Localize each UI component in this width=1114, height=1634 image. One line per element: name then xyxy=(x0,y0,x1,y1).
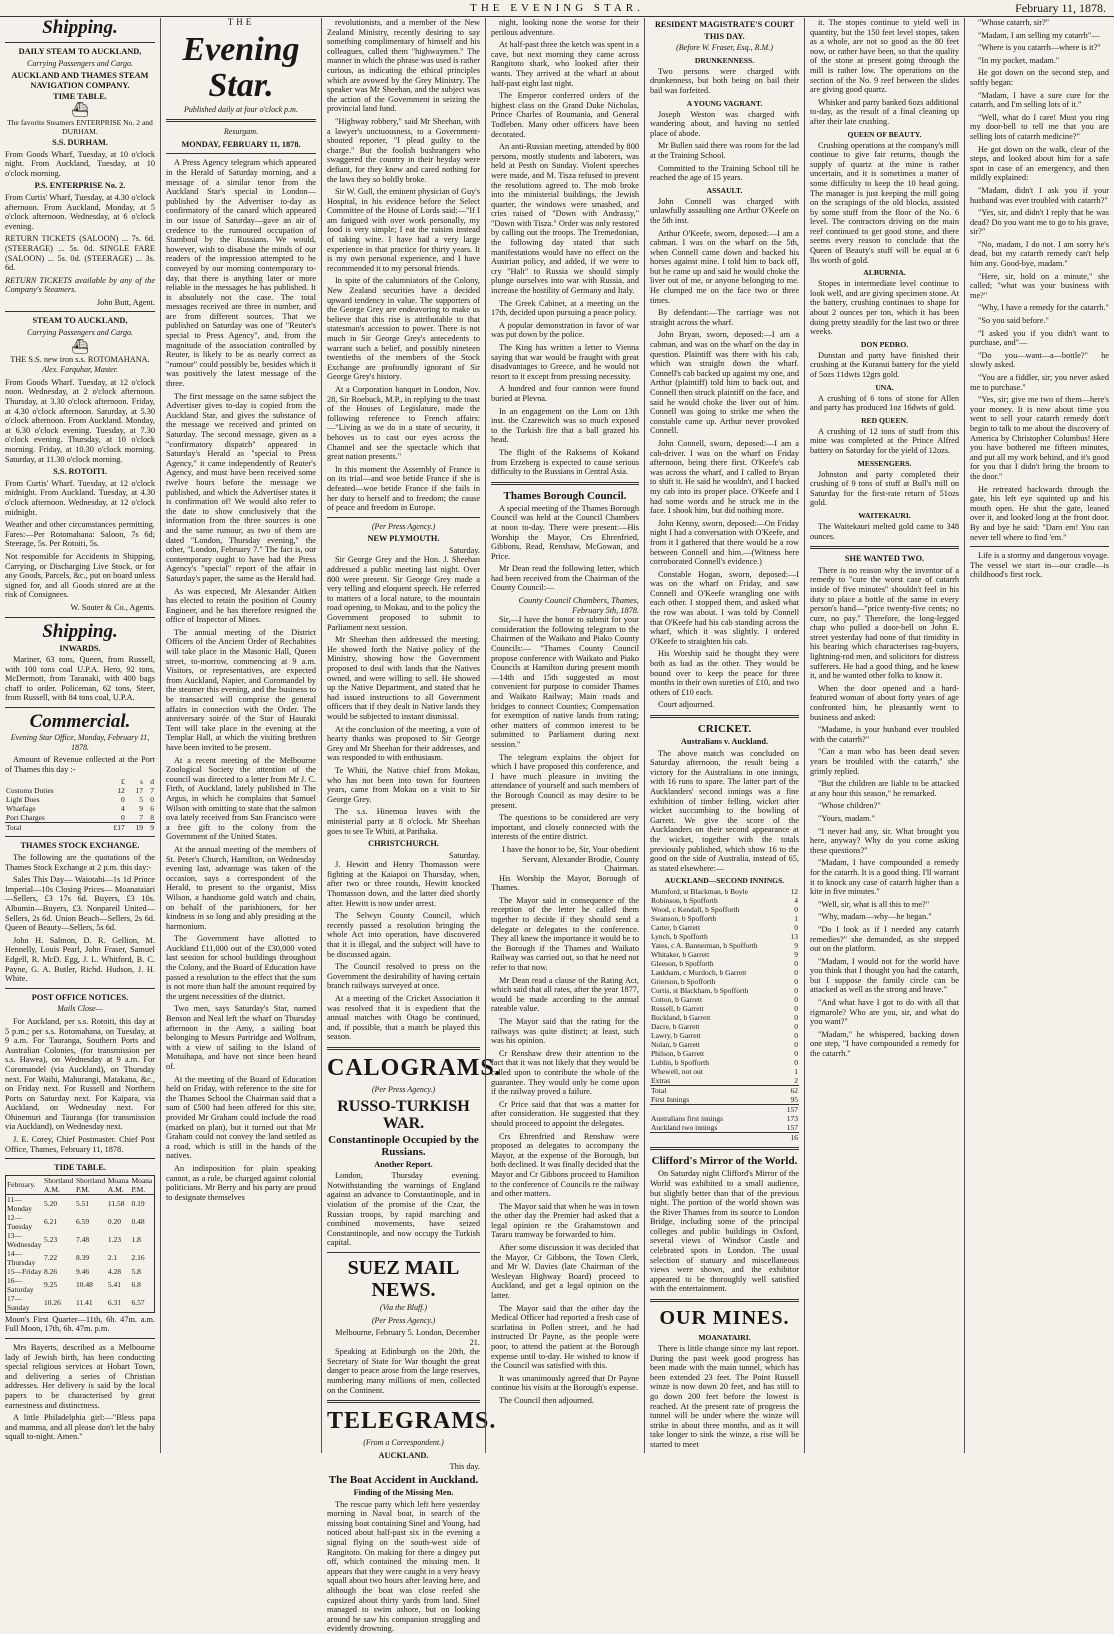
story-paragraph: "Whose catarrh, sir?" xyxy=(978,18,1050,27)
score-table xyxy=(650,887,799,1142)
score-heading: AUCKLAND—SECOND INNINGS. xyxy=(664,876,785,886)
table-row: Extras 2 xyxy=(651,1076,798,1086)
mines-paragraph: Stopes in intermediate level continue to look well, and are giving specimen stone. At the battery, crushing continues to shape for about 2 ounces per ton, which it has been doing pretty steadily for the last two or three weeks. xyxy=(810,279,959,337)
letter-address: County Council Chambers, Thames, February 5th, 1878. xyxy=(518,596,639,615)
she-wanted-two-heading: SHE WANTED TWO. xyxy=(844,554,925,564)
suez-via: (Via the Bluff.) xyxy=(379,1302,428,1312)
story-paragraph: "Yes, sir, and didn't I reply that he was dead? Do you want me to go to his grave, sir?" xyxy=(970,208,1109,237)
table-row: Nolan, b Garrett 0 xyxy=(651,1040,798,1050)
suez-heading: SUEZ MAIL NEWS. xyxy=(347,1256,460,1301)
table-row: Customs Duties 12 17 7 xyxy=(6,786,154,796)
court-paragraph: Joseph Weston was charged with wandering about, and having no settled place of abode. xyxy=(650,109,799,138)
article-paragraph: At a meeting of the Cricket Association it was resolved that it is expedient that the annual matches with Otago be continued, and, if possible, that a match be played this season. xyxy=(327,994,480,1042)
new-plymouth-heading: NEW PLYMOUTH. xyxy=(367,534,440,544)
editorial-paragraph: The first message on the same subject the Advertiser gives to-day is copied from the Auckland Star, and gives the substance of the message we received and printed on Saturday. The second message, given as a "confirmatory dispatch" appeared in Saturday's Herald as "special to Press Agency," it came independently of Reuter's Agency, and must have been received some twelve hours before the message we published, and which the Advertiser states it is confirmation of! We would also refer to the date to show conclusively that the information from the three sources is one and the same rumour, as two of them are dated "London, Thursday evening," the other, "London, February 7." The fact is, our contemporary ought to have had the Press Agency's "special" report of the affair in Saturday's paper, the same as the Herald had. xyxy=(166,391,316,583)
article-paragraph: The Mayor said that the rating for the railways was quite distinct; at least, such was his opinion. xyxy=(491,1017,639,1046)
ad1-note: RETURN TICKETS available by any of the Company's Steamers. xyxy=(5,275,155,295)
article-paragraph: An anti-Russian meeting, attended by 800 persons, mostly students and laborers, was held at Pesth on Sunday. Violent speeches were made, and M. Tisza refused to prevent the resolutions agreed to. The mob broke into the ministerial buildings, the Jewish quarter, the windows were smashed, and cries raised of "Down with Andrassy," "Down with Tisza." Order was only restored by calling out the troops. The Tremedonian, the following day stated that such manifestations would have no effect on the Austrian policy, and added, if we were to cry "Halt" to Russia we should simply plunge ourselves into war with Russia, and increase the hostility of Germany and Italy. xyxy=(491,142,639,296)
mines-paragraph: A crushing of 6 tons of stone for Allen and party has produced 1oz 16dwts of gold. xyxy=(810,393,959,413)
article-paragraph: J. Hewitt and Henry Thomasson were fighting at the Kaiapoi on Thursday, when, after two or three rounds, Hewitt knocked Thomasson down, and the latter died shortly after. Hewitt is now under arrest. xyxy=(327,860,480,908)
article-paragraph: In spite of the calumniators of the Colony, New Zealand securities have a decided upward tendency in value. The supporters of the George Grey are endeavoring to make us believe that this rise is attributable to that statesman's accession to power. There is not much in Sir George Grey's antecedents to warrant such a belief, and possibly nineteen twentieths of the members of the Stock Exchange are profoundly ignorant of Sir George Grey's history. xyxy=(327,276,480,382)
court-paragraph: Committed to the Training School till he reached the age of 15 years. xyxy=(650,163,799,183)
article-paragraph: Mr Sheehan then addressed the meeting. He showed forth the Native policy of the Ministry, showing how the Government proposed to deal with lands that the Natives owned, and were willing to sell. He showed up the Native Department, and stated that he had issued instructions to all Government officers that if they dealt in Native lands they would be subjected to instant dismissal. xyxy=(327,635,480,721)
table-row: 14—Thursday 7.22 8.39 2.1 2.16 xyxy=(7,1248,145,1267)
drunk-heading: DRUNKENNESS. xyxy=(694,55,755,65)
table-row: Carter, b Garrett 0 xyxy=(651,923,798,933)
messengers-heading: MESSENGERS. xyxy=(857,458,912,468)
red-queen-heading: RED QUEEN. xyxy=(861,415,908,425)
article-paragraph: Mr Dean read a clause of the Rating Act, which said that all rates, after the year 1877, would be made according to the annual rateable value. xyxy=(491,975,639,1014)
rmc-before: (Before W. Fraser, Esq., R.M.) xyxy=(676,43,773,53)
story-paragraph: "Do I look as if I needed any catarrh remedies?" she demanded, as she stepped out on the platform. xyxy=(810,924,959,954)
filler-paragraph: Life is a stormy and dangerous voyage. The vessel we start in—our cradle—is childhood's first rock. xyxy=(970,551,1109,580)
new-plymouth-date: Saturday. xyxy=(448,545,480,555)
column-2 xyxy=(160,18,321,1453)
mines-paragraph: Crushing operations at the company's mill continue to give fair returns, though the supply of quartz at the mine is rather uncertain, and it is sometimes a matter of some difficulty to keep the 10 head going. The manager is just keeping the mill going on the scrapings of the old blocks, assisted by some stuff from the floor of the No. 6 level. The contractors driving on the main reef continued to get good stone, and there seems every reason to conclude that the Queen of Beauty's stuff will be equal at 6 lbs worth of gold. xyxy=(810,140,959,265)
revenue-table xyxy=(5,777,155,832)
score-akl: Auckland two innings 157 xyxy=(651,1123,798,1133)
suez-date: Melbourne, February 5. London, December 21. xyxy=(335,1328,480,1347)
ship-icon: ⛴ xyxy=(71,102,89,118)
article-paragraph: At a Corporation banquet in London, Nov. 28, Sir Roebuck, M.P., in replying to the toast of the Houses of Legislature, made the following reference to French affairs:—"Living as we do in a state of security, it behoves us to cast our eyes across the Channel and see the spectacle which that great nation presents." xyxy=(327,384,480,462)
suez-sub: (Per Press Agency.) xyxy=(371,1315,436,1325)
editorial-paragraph: Two men, says Saturday's Star, named Benson and Neal left the wharf on Thursday afternoon in the Amy, a sailing boat belonging to Messrs Partridge and Wolfram, with a view of sailing to the Island of Motuihapa, and have not since been heard of. xyxy=(166,1004,316,1071)
stock-intro: The following are the quotations of the Thames Stock Exchange at 2 p.m. this day:- xyxy=(5,853,155,872)
dateline: MONDAY, FEBRUARY 11, 1878. xyxy=(181,139,301,149)
score-diff: 16 xyxy=(650,1133,799,1143)
table-row: Yates, c A. Bannerman, b Spofforth 9 xyxy=(651,941,798,951)
letter-to: His Worship the Mayor, Borough of Thames. xyxy=(491,873,639,893)
tide-moon: Moon's First Quarter—11th, 6h. 47m. a.m. Full Moon, 17th, 6h. 47m. p.m. xyxy=(5,1314,155,1334)
article-paragraph: Sir W. Gull, the eminent physician of Guy's Hospital, in his evidence before the Select Committee of the House of Lords said:—"If I am fatigued with over work personally, my food is very simple; I eat the raisins instead of taking wine. I have had a very large experience in that practice for thirty years. It is my own personal experience, and I have recommended it to my personal friends. xyxy=(327,187,480,273)
article-paragraph: The flight of the Raksems of Kokand from Erzeberg is expected to cause serious difficulty to the Russians in Central Asia. xyxy=(491,447,639,477)
table-row: Russell, b Garrett 0 xyxy=(651,1004,798,1014)
boat-accident-heading: The Boat Accident in Auckland. xyxy=(328,1474,479,1487)
vagrant-heading: A YOUNG VAGRANT. xyxy=(686,98,763,108)
table-row: 13—Wednesday 5.23 7.48 1.23 1.8 xyxy=(7,1230,141,1249)
court-paragraph: Two persons were charged with drunkenness, but both being on bail their bail was forfeited. xyxy=(650,66,799,95)
columns xyxy=(0,17,1114,1634)
letter-paragraph: The questions to be considered are very important, and closely connected with the interests of the entire district. xyxy=(491,813,639,842)
ship-icon: ⛴ xyxy=(71,339,89,355)
court-paragraph: Court adjourned. xyxy=(658,700,715,710)
story-paragraph: He got down on the walk, clear of the steps, and looked about him for a safe spot in case of an emergency, and then mildly explained: xyxy=(970,144,1109,183)
article-paragraph: The rescue party which left here yesterday morning in Naval boat, in search of the missing boat containing Sinel and Young, had noticed about half-past six in the evening a signal flying on the south-west side of Rangitoto. On making for there a dingey put off, which contained the missing men. It appears that they were caught in a very heavy squall about two hours after leaving here, and although the boat was close reefed she capsized about thirty yards from land. Sinel managed to swim ashore, but on looking around he saw his companion struggling and evidently drowning. xyxy=(327,1499,480,1634)
ad-daily-steam xyxy=(5,47,155,307)
article-paragraph: At the conclusion of the meeting, a vote of hearty thanks was proposed to Sir George Grey and Mr Sheehan for their addresses, and was responded to with enthusiasm. xyxy=(327,724,480,763)
article-paragraph: "Highway robbery," said Mr Sheehan, with a lawyer's unctuousness, to a Government-shouted reporter, "I plead guilty to the charge." But the foolish bushrangers who swaggered the country in their heyday were defiant, for they knew and cared nothing for the laws they so boldly broke. xyxy=(327,116,480,184)
article-paragraph: revolutionists, and a member of the New Zealand Ministry, recently desiring to say something complimentary of himself and his colleagues, called them "highwaymen." The manner in which the phrase was used is rather curious, as indicating the ethical principles which are avowed by the Grey Ministry. The speaker was Mr Sheehan, and the subject was the action of the Government in seizing the provincial land fund. xyxy=(327,18,480,114)
story-paragraph: "Madame, is your husband ever troubled with the catarrh?" xyxy=(810,725,959,744)
article-paragraph: A hundred and four cannon were found buried at Plevna. xyxy=(491,384,639,403)
article-paragraph: The Greek Cabinet, at a meeting on the 17th, decided upon pursuing a peace policy. xyxy=(491,298,639,318)
article-paragraph: A popular demonstration in favor of war was put down by the police. xyxy=(491,320,639,340)
table-row: Robinson, b Spofforth 4 xyxy=(651,896,798,906)
table-row: Wood, c Kendall, b Spofforth 0 xyxy=(651,905,798,915)
table-row: Port Charges 0 7 8 xyxy=(6,813,154,823)
masthead-the: THE xyxy=(227,17,255,27)
story-paragraph: "Where is you catarrh—where is it?" xyxy=(978,43,1101,53)
article-paragraph: It was unanimously agreed that Dr Payne continue his visits at the Borough's expense. xyxy=(491,1373,639,1393)
ad-steam-auckland xyxy=(5,316,155,612)
table-row: Philson, b Garrett 0 xyxy=(651,1049,798,1059)
table-row: Lankham, c Murdoch, b Garrett 0 xyxy=(651,968,798,978)
table-row: Gleeson, b Spofforth 0 xyxy=(651,959,798,969)
column-1 xyxy=(0,18,160,1453)
calograms-heading: CALOGRAMS. xyxy=(327,1054,502,1081)
story-paragraph: "Madam," he whispered, backing down one step, "I have compounded a remedy for the catarrh." xyxy=(810,1029,959,1059)
ad1-title: DAILY STEAM TO AUCKLAND, xyxy=(18,47,142,56)
story-paragraph: "No, madam, I do not. I am sorry he's dead, but my catarrh remedy can't help him any. Good-bye, madam." xyxy=(970,239,1109,269)
court-paragraph: His Worship said he thought they were both as bad as the other. They would be bound over to keep the peace for three months in their own sureties of £10, and two others of £10 each. xyxy=(650,649,799,697)
clifford-heading: Clifford's Mirror of the World. xyxy=(651,1155,798,1168)
court-paragraph: John Kenny, sworn, deposed:—On Friday night I had a conversation with O'Keefe, and from it I gathered that there would be a row between Connell and him.—(Witness here corroborated Connell's evidence.) xyxy=(650,518,799,567)
ad2-title: STEAM TO AUCKLAND, xyxy=(32,316,128,326)
masthead-title: Evening Star. xyxy=(182,30,300,104)
post-heading: POST OFFICE NOTICES. xyxy=(31,992,129,1002)
ad1-durham: S.S. DURHAM. xyxy=(52,137,108,147)
article-paragraph: After some discussion it was decided that the Mayor, Cr Gibbons, the Town Clerk, and Mr W. Davies (late Chairman of the Wesleyan Highway Board) proceed to Auckland, and get a legal opinion on the latter. xyxy=(491,1243,639,1301)
russo-turkish-heading: RUSSO-TURKISH WAR. xyxy=(337,1097,470,1132)
court-paragraph: John Connell was charged with unlawfully assaulting one Arthur O'Keefe on the 5th inst. xyxy=(650,196,799,225)
editorial-paragraph: As was expected, Mr Alexander Aitken has elected to retain the position of County Engineer, and he has therefore resigned the office of Inspector of Mines. xyxy=(166,586,316,625)
table-row: Grierson, b Spofforth 0 xyxy=(651,977,798,987)
article-paragraph: Sir George Grey and the Hon. J. Sheehan addressed a public meeting last night. Over 800 were present. Sir George Grey made a very telling and eloquent speech. He referred to matters of a local nature, to the mountain road opening, to Mokau, and to the policy the Government proposed to submit to Parliament next session. xyxy=(327,555,480,632)
press-agency-sub: (Per Press Agency.) xyxy=(371,521,436,531)
story-paragraph: "Yours, madam." xyxy=(818,813,875,823)
revenue-header: £ s d xyxy=(121,777,154,787)
table-row: Lublin, b Spofforth 0 xyxy=(651,1058,798,1068)
story-paragraph: "Well, sir, what is all this to me?" xyxy=(818,899,930,909)
ad1-enterprise-text: From Curtis' Wharf, Tuesday, at 4.30 o'clock afternoon. From Auckland, Monday, at 5 o'clock afternoon. Wednesday, at 6 o'clock evening. xyxy=(5,192,155,231)
story-paragraph: "Madam, I have compounded a remedy for the catarrh. It is a good thing. I'll warrant it to knock any case of catarrh higher than a kite in five minutes." xyxy=(810,858,959,897)
cricket-sub: Australians v. Auckland. xyxy=(680,737,769,746)
story-paragraph: "Why, madam—why—he began." xyxy=(818,912,932,922)
court-paragraph: Arthur O'Keefe, sworn, deposed:—I am a cabman. I was on the wharf on the 5th, when Connell came down and backed his horses against mine. I told him to back off, but he came up and said he would choke the liver out of me, or anyone belonging to me. He clumped me on the face two or three times. xyxy=(650,228,799,305)
story-paragraph: "Yes, sir; give me two of them—here's your money. It is now about time you went to sell your catarrh remedy don't begin to talk to me about the discovery of America by Christopher Columbus! Here you have bothered me fifteen minutes, and put all my work behind, and it's good for you that I didn't bring the broom to the door." xyxy=(970,395,1109,481)
editorial-paragraph: At a recent meeting of the Melbourne Zoological Society the attention of the council was directed to a letter from Mr J. C. Firth, of Auckland, lately published in The Argus, in which he complains that Samuel Wilson with omitting to state that the salmon ova lately received from San Francisco were a free gift to the colony from the Government of the United States. xyxy=(166,755,316,842)
table-row: 12—Tuesday 6.21 6.59 0.20 0.48 xyxy=(7,1212,145,1231)
table-row: Swanson, b Spofforth 1 xyxy=(651,914,798,924)
table-row: Mumford, st Blackman, b Boyle 12 xyxy=(651,887,798,897)
auckland-heading: AUCKLAND. xyxy=(378,1450,429,1460)
ad2-master: Alex. Farquhar, Master. xyxy=(42,365,118,375)
table-row: Lynch, b Spofforth 13 xyxy=(651,932,798,942)
ad1-agent: John Butt, Agent. xyxy=(96,297,155,307)
commercial-office: Evening Star Office, Monday, February 11, 1878. xyxy=(10,733,150,752)
don-pedro-heading: DON PEDRO. xyxy=(860,339,909,349)
table-row: 15—Friday 8.26 9.46 4.28 5.8 xyxy=(7,1266,141,1276)
table-row: Curtis, st Blackham, b Spofforth 0 xyxy=(651,986,798,996)
ad1-ships: The favorite Steamers ENTERPRISE No. 2 and DURHAM. xyxy=(7,117,153,136)
editorial-paragraph: A Press Agency telegram which appeared in the Herald of Saturday morning, and a message of a similar tenor from the Auckland Star's special in London—published by the Advertiser to-day as confirmatory of the canard which appeared in our issue of Saturday—gave an air of credence to the rumoured occupation of Stamboul by the Russians. We would, however, wish to disabuse the minds of our readers of the impression attempted to be conveyed by our morning contemporary to-day, that there is anything later or more reliable in the messages he has published. It is absolutely not the case. The total messages received are three in number, and are from different sources. That we published on Saturday was one of "Reuter's special to Press Agency", and, from the magnitude of the association controlled by Reuter, is likely to be as nearly correct as "rumour" could possibly be, besides which it was positively the latest message of the three. xyxy=(166,158,316,389)
column-4 xyxy=(485,18,644,1453)
score-sum: 157 xyxy=(650,1105,799,1115)
tail-paragraph-1: Mrs Bayerts, described as a Melbourne lady of Jewish birth, has been conducting special religious services at Hobart Town, and delivering a series of Christian addresses. Her delivery is said by the local papers to be characterised by great earnestness and distinctness. xyxy=(5,1343,155,1410)
post-sub: Mails Close— xyxy=(57,1004,103,1014)
story-paragraph: "Whose children?" xyxy=(818,801,881,811)
article-paragraph: Mr Dean read the following letter, which had been received from the Chairman of the County Council:— xyxy=(491,564,639,593)
tide-heading: TIDE TABLE. xyxy=(54,1163,106,1173)
thames-council-heading: Thames Borough Council. xyxy=(503,489,627,502)
story-paragraph: "Well, what do I care! Must you ring my door-bell to tell me that you are selling lots of catarrh medicine?" xyxy=(970,112,1109,141)
article-paragraph: The Council then adjourned. xyxy=(499,1395,594,1405)
christchurch-heading: CHRISTCHURCH. xyxy=(368,839,439,849)
commercial-heading: Commercial. xyxy=(29,711,131,733)
story-paragraph: "Madam, didn't I ask you if your husband was ever troubled with catarrh?" xyxy=(970,185,1109,205)
ad3-ship: S.S. ROTOITI. xyxy=(53,467,107,477)
ad1-enterprise: P.S. ENTERPRISE No. 2. xyxy=(34,181,126,191)
ad1-company: AUCKLAND AND THAMES STEAM NAVIGATION COMPANY. xyxy=(11,71,149,90)
article-paragraph: The Mayor said in consequence of the reception of the letter he called them together to decide if they should send a delegate or delegates to the conference. They all knew the importance it would be to the Borough if the Thames and Waikato Railway was carried out, so that he need not refer to that now. xyxy=(491,895,639,973)
score-first: First Innings 95 xyxy=(651,1095,798,1105)
story-paragraph: He retreated backwards through the gate, his left eye squinted up and his mouth open. He shut the gate, leaned over it, and looked long at the front door. By and bye he said: "Darn em! You can never tell where to find 'em." xyxy=(970,484,1109,542)
running-title: THE EVENING STAR. xyxy=(470,2,644,14)
story-paragraph: "Why, I have a remedy for the catarrh." xyxy=(978,303,1109,313)
ad3-note: Weather and other circumstances permitting. Fares:—Per Rotomahana: Saloon, 7s 6d; Steerage, 5s. Per Rotoiti, 5s. xyxy=(5,520,155,549)
story-paragraph: "But the children are liable to be attacked at any hour this season," he remarked. xyxy=(810,779,959,798)
court-paragraph: Mr Bullen said there was room for the lad at the Training School. xyxy=(650,141,799,160)
table-row: 11—Monday 5.20 5.51 11.58 0.19 xyxy=(7,1194,145,1213)
table-row: Cotton, b Garrett 0 xyxy=(651,995,798,1005)
mines-paragraph: Dunstan and party have finished their crushing at the Kuranui battery for the yield of 5ozs 11dwts 12grs gold. xyxy=(810,350,959,379)
table-row: Dacre, b Garrett 0 xyxy=(651,1022,798,1032)
article-paragraph: night, looking none the worse for their perilous adventure. xyxy=(491,18,639,37)
editorial-paragraph: At the meeting of the Board of Education held on Friday, with reference to the site for the Thames School the Chairman said that a sum of £500 had been offered for this site, provided Mr Graham could include the road (marked on plan), but it turned out that Mr Graham could not convey the land settled as a road, which is still in the hands of the natives. xyxy=(166,1074,316,1161)
story-paragraph: "Do you—want—a—bottle?" he slowly asked. xyxy=(970,350,1109,370)
story-paragraph: He got down on the second step, and softly began: xyxy=(970,68,1109,87)
ad1-sub: Carrying Passengers and Cargo. xyxy=(27,58,133,68)
table-row: Lawry, b Garrett 0 xyxy=(651,1031,798,1041)
article-paragraph: The Mayor said that the other day the Medical Officer had reported a fresh case of scarlatina in Pollen street, and he had instructed Dr Payne, as the people were poor, to attend the patient at the Borough expense until to-day. He wished to know if the Council was satisfied with this. xyxy=(491,1303,639,1371)
masthead-sub: Published daily at four o'clock p.m. xyxy=(184,104,298,114)
ad1-durham-text: From Goods Wharf, Tuesday, at 10 o'clock night. From Auckland, Tuesday, at 10 o'clock morning. xyxy=(5,149,155,178)
ad1-fares: RETURN TICKETS (SALOON) ... 7s. 6d. (STEERAGE) ... 5s. 0d. SINGLE FARE (SALOON) ... 5s. 0d. (STEERAGE) ... 3s. 6d. xyxy=(5,234,155,273)
inwards-heading: INWARDS. xyxy=(59,643,101,653)
rmc-heading: RESIDENT MAGISTRATE'S COURT xyxy=(654,20,795,29)
post-sign: J. E. Corey, Chief Postmaster. Chief Post Office, Thames, February 11, 1878. xyxy=(5,1135,155,1154)
tide-table xyxy=(5,1175,155,1313)
story-paragraph: "So you said before." xyxy=(978,316,1049,326)
story-paragraph: "Here, sir, hold on a minute," she called; "what was your business with me?" xyxy=(970,271,1109,300)
post-text: For Auckland, per s.s. Rotoiti, this day at 5 p.m.; per s.s. Rotomahana, on Tuesday, at 9 a.m. For Tauranga, Southern Ports and Australian Colonies, (for transmission per s.s. Hawea), on Wednesday at 9 a.m. For Coromandel (via Auckland), on Thursday next. For Waihi, Mahurangi, Matakana, &c., on Friday next. For Russell and Northern Ports on Saturday next. For Kaipara, via Auckland, on Wednesday next. For Ohinemuri and Tauranga (for transmission via Auckland), on Wednesday next. xyxy=(5,1016,155,1132)
article-paragraph: The Mayor said that when he was in town the other day the Premier had asked that a legal opinion re the Grahamstown and Tararu tramway be forwarded to him. xyxy=(491,1201,639,1240)
story-paragraph: "Madam, I would not for the world have you think that I thought you had the catarrh, but I suppose the family circle can be attacked as well as the strong and brave." xyxy=(810,956,959,995)
table-row: Buckland, b Garrett 0 xyxy=(651,1013,798,1023)
inwards-text: Mariner, 63 tons, Queen, from Russell, with 100 tons coal U.P.A. Hero, 92 tons, McDermott, from Taranaki, with 400 bags chaff to order. Policeman, 62 tons, Steer, from Russell, with 84 tons coal, U.P.A. xyxy=(5,655,155,703)
revenue-total: Total £17 19 9 xyxy=(6,823,154,833)
score-total: Total 62 xyxy=(651,1086,798,1096)
article-paragraph: The King has written a letter to Vienna saying that war would be fraught with great disadvantages to Greece, and he would not resort to it except from pressing necessity. xyxy=(491,343,639,381)
waitekauri-heading: WAITEKAURI. xyxy=(858,510,911,520)
letter-paragraph: Sir,—I have the honor to submit for your consideration the following telegram to the Chairmen of the Waikato and Piako County Councils:— "Thames County Council propose conference with Waikato and Piako Councils at Hamilton during present month—14th and 15th suggested as most convenient for purpose to consider Thames and Waikato Railway; Main roads and bridges to connect Counties; Compensation for exemption of native lands from rating; other matters of common interest to be submitted to Parliament during next session." xyxy=(491,615,639,749)
una-heading: UNA. xyxy=(875,382,894,392)
article-paragraph: At half-past three the ketch was spent in a cave, but next morning they came across Rangitoto shark, who looked after their wants. They arrived at the wharf at about half-past eight last night. xyxy=(491,40,639,88)
assault-heading: ASSAULT. xyxy=(706,185,743,195)
mines-paragraph: it. The stopes continue to yield well in quantity, but the 150 feet level stopes, taken as a whole, are not so good as the 80 feet now, or rather have been, so that the quality of the stone at present going through the mill is rather low. The operations on the section of the No. 9 reef between the slides are giving good quartz. xyxy=(810,18,959,95)
mines-paragraph: Whisker and party banked 6ozs additional to-day, as the result of a final cleaning up after their late crushing. xyxy=(810,97,959,126)
editorial-paragraph: At the annual meeting of the members of St. Peter's Church, Hamilton, on Wednesday evening last, advantage was taken of the occasion, says a correspondent of the Herald, to present to the organist, Miss Wilson, a handsome gold watch and chain, on behalf of the parishioners, for her kindness in so long and ably presiding at the harmonium. xyxy=(166,844,316,931)
article-paragraph: In this moment the Assembly of France is on its trial—and woe betide France if she is defeated—woe betide France if she fails in her duty to herself and to freedom; the cause of peace and freedom in Europe. xyxy=(327,464,480,513)
table-row: Whewell, not out 1 xyxy=(651,1067,798,1077)
court-paragraph: By defendant:—The carriage was not straight across the wharf. xyxy=(650,308,799,327)
column-5 xyxy=(644,18,804,1453)
christchurch-date: Saturday. xyxy=(448,850,480,860)
motto: Resurgam. xyxy=(223,127,259,137)
alburnia-heading: ALBURNIA. xyxy=(863,268,906,278)
boat-accident-sub: Finding of the Missing Men. xyxy=(353,1488,454,1498)
story-paragraph: "Madam, I have a sure cure for the catarrh, and I'm selling lots of it." xyxy=(970,90,1109,110)
story-paragraph: "And what have I got to do with all that rigmarole? Who are you, sir, and what do you want?" xyxy=(810,998,959,1027)
court-paragraph: John Connell, sworn, deposed:—I am a cab-driver. I was on the wharf on Friday afternoon, being there first. O'Keefe's cab was across the wharf, and I called to Bryan to shift it. He said he wouldn't, and I backed my cab into its proper place. O'Keefe and I had some words and he struck me in the face. I shook him, but did nothing more. xyxy=(650,438,799,516)
auckland-date: This day. xyxy=(449,1462,480,1472)
article-paragraph: In an engagement on the Lom on 13th inst. the Czarewitch was so much exposed to the Turkish fire that a ball grazed his head. xyxy=(491,406,639,445)
moanataiari-heading: MOANATAIRI. xyxy=(698,1333,751,1343)
shipping2-heading: Shipping. xyxy=(42,620,118,642)
another-report: Another Report. xyxy=(374,1159,433,1169)
running-date: February 11, 1878. xyxy=(1015,1,1106,15)
story-paragraph: "Madam, I am selling my catarrh"— xyxy=(978,30,1100,40)
table-row: Whitaker, b Garrett 9 xyxy=(651,950,798,960)
ad1-timetable: TIME TABLE. xyxy=(53,92,107,102)
constantinople-heading: Constantinople Occupied by the Russians. xyxy=(328,1133,479,1158)
article-paragraph: A special meeting of the Thames Borough Council was held at the Council Chambers at noon to-day. There were present:—His Worship the Mayor, Crs Ehrenfried, Gibbons, Read, Renshaw, McGowan, and Price. xyxy=(491,503,639,561)
article-paragraph: The Emperor conferred orders of the highest class on the Grand Duke Nicholas, Prince Charles of Roumania, and General Todleben. Many other officers have been decorated. xyxy=(491,91,639,139)
table-row: 16—Saturday 9.25 10.48 5.41 6.8 xyxy=(7,1275,141,1294)
calograms-sub: (Per Press Agency.) xyxy=(371,1084,436,1094)
stock-heading: THAMES STOCK EXCHANGE. xyxy=(20,841,140,851)
ad2-text: From Goods Wharf. Tuesday, at 12 o'clock noon. Wednesday, at 2 o'clock afternoon. Thursday, at 3.30 o'clock afternoon. Friday, at 4.30 o'clock afternoon. Saturday, at 5.30 o'clock afternoon. From Auckland. Monday, at 6.30 o'clock evening. Tuesday, at 7.30 o'clock evening. Thursday, at 10 o'clock morning. Friday, at 10.30 o'clock morning. Saturday, at 11.30 o'clock morning. xyxy=(5,377,155,464)
editorial-paragraph: An indisposition for plain speaking cannot, as a rule, be charged against colonial politicians. Mr Berry and his party are proud to designate themselves xyxy=(166,1163,316,1202)
letter-paragraph: The telegram explains the object for which I have proposed this conference, and I have much pleasure in inviting the attendance of yourself and such members of the Borough Council as may desire to be present. xyxy=(491,752,639,810)
mines-paragraph: Johnston and party completed their crushing of 9 tons of stuff at Bull's mill on Saturday for the first-rate return of 51ozs gold. xyxy=(810,469,959,508)
stock-text: Sales This Day— Waiotahi—1s 1d Prince Imperial—10s Closing Prices— Moanataiari—Sellers, £3 17s 6d. Buyers, £3 10s. Albumin—Buyers, £3. Nonpareil United—Sellers, 2s 6d. Union Beach—Sellers, 2s 6d. Queen of Beauty—Sellers, 5s 6d. xyxy=(5,875,155,933)
article-paragraph: Te Whiti, the Native chief from Mokau, who has not been into town for fourteen years, came from Mokau on a visit to Sir George Grey. xyxy=(327,765,480,804)
clifford-paragraph: On Saturday night Clifford's Mirror of the World was exhibited to a small audience, but slightly better than that of the previous night. The portion of the world shown was the River Thames from its source to London Bridge, including some of the principal colleges and public buildings in Oxford, several views of Windsor Castle and celebrated spots in London. The usual selection of statuary and miscellaneous views were shown, and the exhibitor appeared to be thoroughly well satisfied with the entertainment. xyxy=(650,1169,799,1294)
column-3 xyxy=(321,18,502,1634)
running-head xyxy=(0,0,1114,17)
shipping-heading: Shipping. xyxy=(42,17,118,38)
article-paragraph: Speaking at Edinburgh on the 20th, the Secretary of State for War thought the great danger to peace arose from the large reserves, numbering many millions of men, collected on the Continent. xyxy=(327,1347,480,1395)
table-row: 17—Sunday 10.26 11.41 6.31 6.57 xyxy=(7,1293,145,1312)
court-paragraph: Constable Hogan, sworn, deposed:—I was on the wharf on Friday, and saw Connell and O'Keefe wrangling one with each other. I stopped them, and asked what the row was about. I was told by Connell that O'Keefe had his cab standing across the wharf, which it was slightly. I ordered O'Keefe to straighten his cab. xyxy=(650,569,799,646)
article-paragraph: The Selwyn County Council, which recently passed a resolution bringing the whole Act into operation, have discovered that it is illegal, and the subject will have to be discussed again. xyxy=(327,911,480,959)
article-paragraph: The Council resolved to press on the Government the desirability of having certain branch railways surveyed at once. xyxy=(327,962,480,991)
story-paragraph: "I asked you if you didn't want to purchase, and"— xyxy=(970,328,1109,348)
story-paragraph: "In my pocket, madam." xyxy=(978,55,1060,65)
ad3-agent: W. Souter & Co., Agents. xyxy=(70,602,155,612)
tail-paragraph-2: A little Philadelphia girl:—"Bless papa and mamma, and all please don't let the baby squall to-night. Amen." xyxy=(5,1413,155,1442)
tide-header: February. Shortland A.M. Shortland P.M. Moana A.M. Moana P.M. xyxy=(6,1175,155,1194)
story-paragraph: "You are a fiddler, sir; you never asked me to purchase." xyxy=(970,373,1109,392)
story-paragraph: "Can a man who has been dead seven years be troubled with the catarrh," she grimly replied. xyxy=(810,747,959,776)
court-paragraph: John Bryan, sworn, deposed:—I am a cabman, and was on the wharf on the day in question. Plaintiff was there with his cab, which was straight down the wharf. Connell's cab backed up against my one, and Arthur (plaintiff) told him to back out, and Connell then struck plaintiff on the face, and said he would choke the liver out of him. Connell was going to strike me when the constable came up. Arthur never provoked Connell. xyxy=(650,330,799,436)
telegrams-heading: TELEGRAMS. xyxy=(327,1408,497,1435)
ad3-notice: Not responsible for Accidents in Shipping, Carrying, or Discharging Live Stock, or for any Goods, Parcels, &c., put on board unless signed for, and all Goods stored are at the risk of Consignees. xyxy=(5,551,155,600)
mines-paragraph: A crushing of 12 tons of stuff from this mine was completed at the Prince Alfred battery on Saturday for the yield of 12ozs. xyxy=(810,426,959,455)
column-7 xyxy=(964,18,1114,1453)
article-paragraph: The s.s. Hinemoa leaves with the ministerial party at 8 o'clock. Mr Sheehan goes to see Te Whiti, at Parihaka. xyxy=(327,807,480,836)
story-paragraph: When the door opened and a hard-featured woman of about forty years of age confronted him, he pleasantly went to business and asked: xyxy=(810,683,959,722)
mines-heading: OUR MINES. xyxy=(659,1307,790,1330)
story-paragraph: There is no reason why the inventor of a remedy to "cure the worst case of catarrh inside of five minutes" shouldn't feel in his duty to place a bottle of the same in every person's hand—"price twenty-five cents; no cure, no pay." Therefore, the long-legged chap who pulled a door-bell on John E. street yesterday had none of that timidity in his bearing which characterises rag-buyers, lightning-rod men, and solicitors for distress sufferers. He had a good thing, and he knew it, and he wanted other folks to know it. xyxy=(810,565,959,681)
commercial-intro: Amount of Revenue collected at the Port of Thames this day :- xyxy=(5,755,155,774)
ad3-text: From Curtis' Wharf. Tuesday, at 12 o'clock midnight. From Auckland. Tuesday, at 4.30 o'clock afternoon. Wednesday, at 12 o'clock midnight. xyxy=(5,478,155,517)
stock-brokers: John H. Salmon, D. R. Gellion, M. Hennelly, Louis Pearl, John Fraser, Samuel Edgell, R. McD. Egg, J. L. Whitford, B. C. Payne, G. A. Butler, Richd. Hudson, J. H. White. xyxy=(5,935,155,984)
letter-signature: I have the honor to be, Sir, Your obedient Servant, Alexander Brodie, County Chairman. xyxy=(502,844,639,874)
rmc-day: THIS DAY. xyxy=(704,31,745,41)
editorial-paragraph: The annual meeting of the District Officers of the Ancient Order of Rechabites will take place in the Masonic Hall, Queen street, to-morrow, commencing at 9 a.m. Visitors, or representatives, are expected from Auckland, Napier, and Coromandel by the steamer this evening, and the business to be transacted will comprise the general affairs in connection with the Order. The anniversary soirée of the Star of Hauraki Tent will take place in the evening at the Templar Hall, at which the visiting brethren have been invited to be present. xyxy=(166,627,316,752)
table-row: Wharfage 4 9 6 xyxy=(6,804,154,814)
qob-heading: QUEEN OF BEAUTY. xyxy=(847,129,922,139)
article-paragraph: Cr Renshaw drew their attention to the fact that it was not likely that they would be called upon to contribute the whole of the guarantee. They would only be come upon if the railway proved a failure. xyxy=(491,1048,639,1097)
ad2-sub: Carrying Passengers and Cargo. xyxy=(27,328,133,338)
telegrams-sub: (From a Correspondent.) xyxy=(363,1438,444,1448)
score-aus: Australians first innings 173 xyxy=(651,1114,798,1124)
story-paragraph: "I never had any, sir. What brought you here, anyway? Why do you come asking these questions?" xyxy=(810,826,959,855)
mines-paragraph: The Waitekauri melted gold came to 348 ounces. xyxy=(810,521,959,541)
editorial-paragraph: The Government have allotted to Auckland £11,000 out of the £30,000 voted last session for school buildings throughout the Colony, and the Board of Education have passed a resolution to the effect that the sum is not more than half the amount required by the urgent necessities of the district. xyxy=(166,934,316,1001)
cricket-heading: CRICKET. xyxy=(697,723,752,735)
mines-paragraph: There is little change since my last report. During the past week good progress has been made with the main tunnel, which has been extended 23 feet. The Point Russell winze is now down 20 feet, and has still to go down 200 feet before the lowest is reached. At the present rate of progress the tunnel will be under where the winze will strike in about three months, and as it will take longer to sink the winze, a rise will be started to meet xyxy=(650,1344,799,1449)
article-paragraph: Cr Price said that that was a matter for after consideration. He suggested that they should proceed to appoint the delegates. xyxy=(491,1099,639,1128)
ad2-ship: THE S.S. new iron s.s. ROTOMAHANA. xyxy=(10,354,150,364)
table-row: Light Dues 0 5 0 xyxy=(6,795,154,805)
article-paragraph: Crs Ehrenfried and Renshaw were proposed as delegates to accompany the Mayor, at the expense of the Borough, but both declined. It was finally decided that the Mayor and Cr Gibbons proceed to Hamilton to the conference of Councils re the railway and other matters. xyxy=(491,1131,639,1199)
article-paragraph: London, Thursday evening. Notwithstanding the warnings of England against an advance to Constantinople, and in violation of the promise of the Czar, the Russian troops, by rapid marching and combined movements, have seized Constantinople, and now occupy the Turkish capital. xyxy=(327,1171,480,1248)
cricket-paragraph: The above match was concluded on Saturday afternoon, the result being a victory for the Australians in one innings, with 16 runs to spare. The latter part of the Aucklanders' second innings was a fine exhibition of timber felling, wicket after wicket succumbing to the bowling of Garrett. We give the score of the Aucklanders on their second appearance at the wicket, together with the totals previously published, which show 16 to the good on the side of Australia, instead of 65, as stated elsewhere:— xyxy=(650,748,799,873)
column-6 xyxy=(804,18,964,1453)
